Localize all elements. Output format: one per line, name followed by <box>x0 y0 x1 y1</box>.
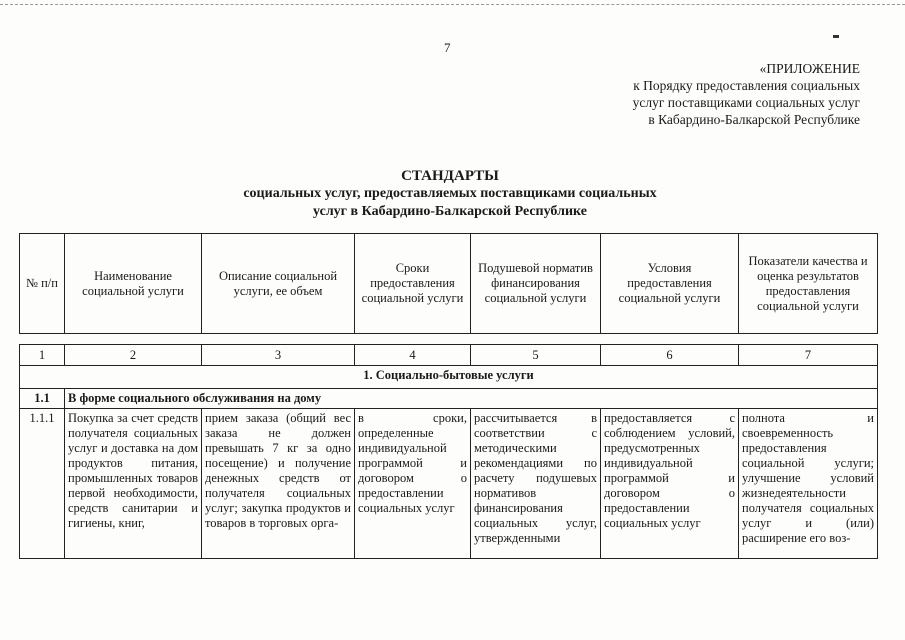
appendix-line-2: к Порядку предоставления социальных <box>633 78 860 93</box>
subsection-number: 1.1 <box>20 389 65 409</box>
scan-top-edge <box>0 4 905 6</box>
header-service-name: Наименование социальной услуги <box>65 234 202 334</box>
colnum-5: 5 <box>471 345 601 366</box>
document-title <box>140 167 760 221</box>
section-title: 1. Социально-бытовые услуги <box>20 366 878 389</box>
title-line-2: социальных услуг, предоставляемых поставщиками социальных <box>243 186 657 201</box>
page-number: 7 <box>444 40 451 55</box>
appendix-line-3: услуг поставщиками социальных услуг <box>632 95 860 110</box>
colnum-6: 6 <box>601 345 739 366</box>
header-financing: Подушевой норматив финансирования социальной услуги <box>471 234 601 334</box>
appendix-line-4: в Кабардино-Балкарской Республике <box>648 112 860 127</box>
row-terms: в сроки, определенные индивидуальной программой и договором о предоставлении социальных услуг <box>355 409 471 559</box>
colnum-2: 2 <box>65 345 202 366</box>
title-main: СТАНДАРТЫ <box>401 168 499 184</box>
title-line-3: услуг в Кабардино-Балкарской Республике <box>313 204 587 219</box>
header-terms: Сроки предоставления социальной услуги <box>355 234 471 334</box>
header-description: Описание социальной услуги, ее объем <box>202 234 355 334</box>
standards-body-table <box>19 344 878 559</box>
row-description: прием заказа (общий вес заказа не должен превышать 7 кг за одно посещение) и получение денежных средств от получателя социальных услуг; закупка продуктов и товаров в торговых орга- <box>202 409 355 559</box>
appendix-note <box>560 60 860 128</box>
header-conditions: Условия предоставления социальной услуги <box>601 234 739 334</box>
header-number: № п/п <box>20 234 65 334</box>
standards-header-table <box>19 233 878 334</box>
row-number: 1.1.1 <box>20 409 65 559</box>
appendix-line-1: «ПРИЛОЖЕНИЕ <box>759 61 860 76</box>
scan-speck <box>833 35 839 38</box>
row-conditions: предоставляется с соблюдением условий, предусмотренных индивидуальной программой и договором о предоставлении социальных услуг <box>601 409 739 559</box>
colnum-7: 7 <box>739 345 878 366</box>
subsection-title: В форме социального обслуживания на дому <box>65 389 878 409</box>
row-quality: полнота и своевременность предоставления социальной услуги; улучшение условий жизнедеятельности получателя социальных услуг и (или) расширение его воз- <box>739 409 878 559</box>
colnum-4: 4 <box>355 345 471 366</box>
colnum-1: 1 <box>20 345 65 366</box>
row-service-name: Покупка за счет средств получателя социальных услуг и доставка на дом продуктов питания, промышленных товаров первой необходимости, средств санитарии и гигиены, книг, <box>65 409 202 559</box>
header-quality: Показатели качества и оценка результатов предоставления социальной услуги <box>739 234 878 334</box>
colnum-3: 3 <box>202 345 355 366</box>
row-financing: рассчитывается в соответствии с методическими рекомендациями по расчету подушевых нормативов финансирования социальных услуг, утвержденными <box>471 409 601 559</box>
